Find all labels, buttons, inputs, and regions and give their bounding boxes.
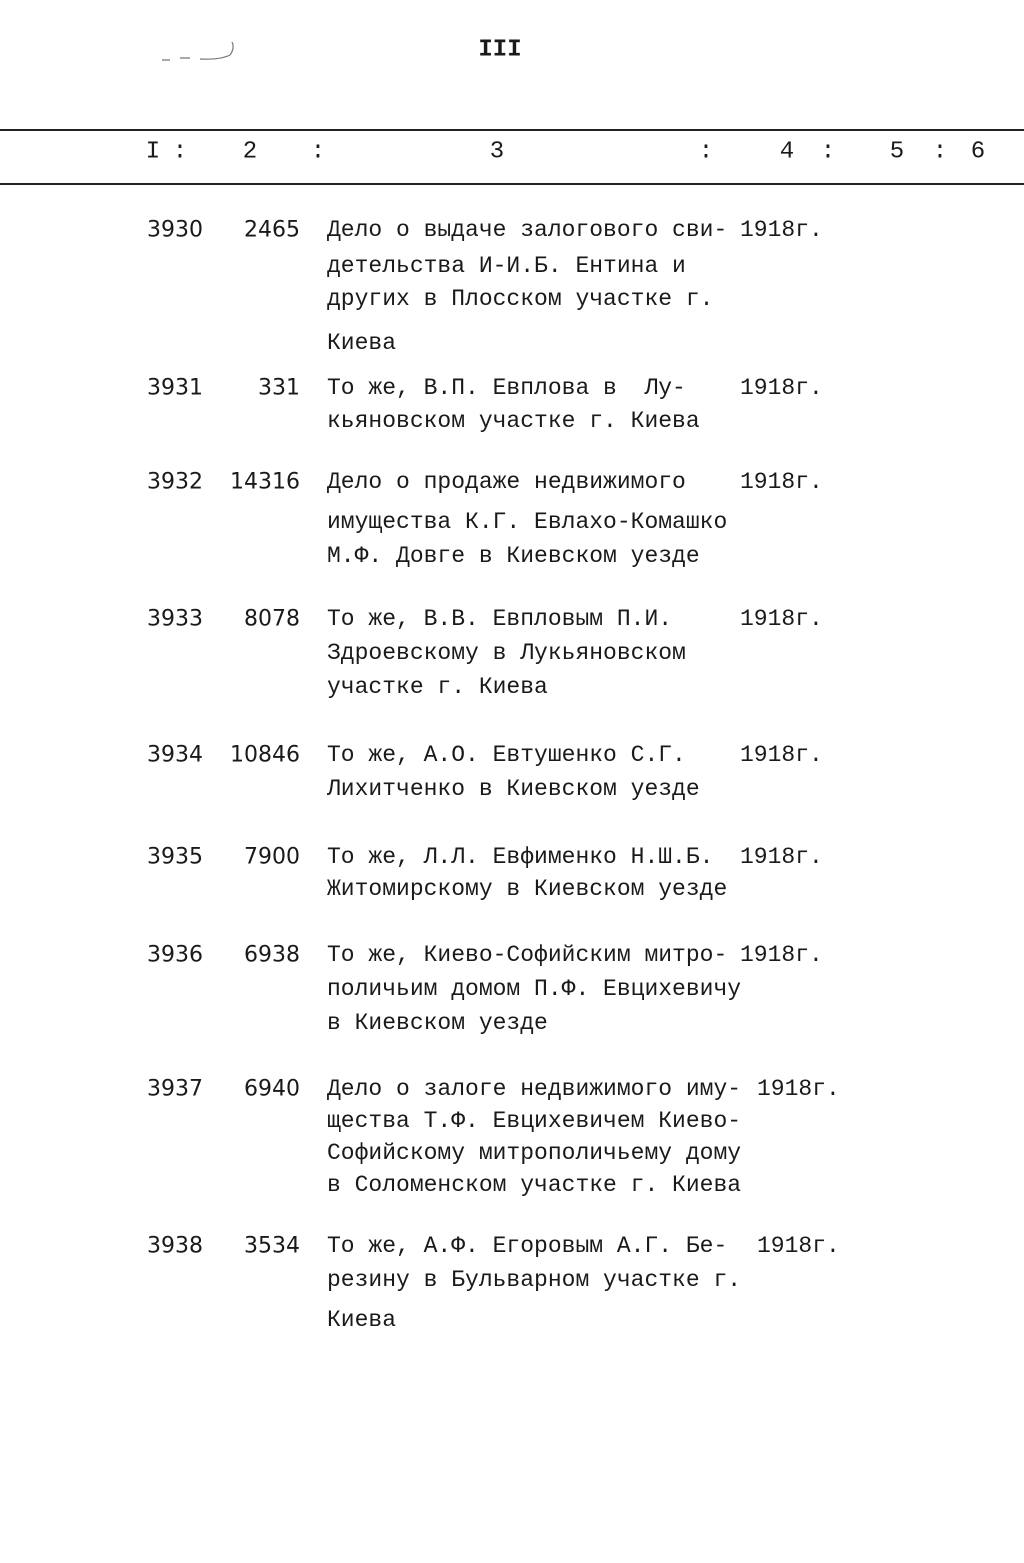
description-line: других в Плосском участке г. bbox=[327, 286, 714, 312]
header-col4: 4 bbox=[779, 138, 795, 166]
year: 1918г. bbox=[757, 1233, 840, 1259]
old-number: 2465 bbox=[244, 217, 300, 243]
handwritten-mark bbox=[160, 40, 240, 65]
old-number: 10846 bbox=[230, 742, 300, 768]
header-top-rule bbox=[0, 129, 1024, 131]
description-line: детельства И-И.Б. Ентина и bbox=[327, 253, 686, 279]
description-line: имущества К.Г. Евлахо-Комашко bbox=[327, 509, 728, 535]
header-sep: : bbox=[698, 138, 714, 166]
header-sep: : bbox=[932, 138, 948, 166]
header-bottom-rule bbox=[0, 183, 1024, 185]
year: 1918г. bbox=[757, 1076, 840, 1102]
record-number: 3932 bbox=[147, 469, 203, 495]
description-line: Киева bbox=[327, 1307, 397, 1333]
description-line: резину в Бульварном участке г. bbox=[327, 1267, 742, 1293]
description-line: То же, А.Ф. Егоровым А.Г. Бе- bbox=[327, 1233, 728, 1259]
record-number: 3936 bbox=[147, 942, 203, 968]
record-number: 3938 bbox=[147, 1233, 203, 1259]
description-line: То же, Киево-Софийским митро- bbox=[327, 942, 728, 968]
header-sep: : bbox=[172, 138, 188, 166]
description-line: То же, В.В. Евпловым П.И. bbox=[327, 606, 673, 632]
old-number: 14316 bbox=[230, 469, 300, 495]
description-line: То же, Л.Л. Евфименко Н.Ш.Б. bbox=[327, 844, 714, 870]
description-line: М.Ф. Довге в Киевском уезде bbox=[327, 543, 700, 569]
year: 1918г. bbox=[740, 942, 823, 968]
description-line: Дело о продаже недвижимого bbox=[327, 469, 686, 495]
old-number: 6938 bbox=[244, 942, 300, 968]
year: 1918г. bbox=[740, 469, 823, 495]
year: 1918г. bbox=[740, 844, 823, 870]
old-number: 8078 bbox=[244, 606, 300, 632]
description-line: участке г. Киева bbox=[327, 674, 548, 700]
old-number: 6940 bbox=[244, 1076, 300, 1102]
record-number: 3930 bbox=[147, 217, 203, 243]
old-number: 7900 bbox=[244, 844, 300, 870]
description-line: Житомирскому в Киевском уезде bbox=[327, 876, 728, 902]
record-number: 3933 bbox=[147, 606, 203, 632]
record-number: 3934 bbox=[147, 742, 203, 768]
description-line: То же, А.О. Евтушенко С.Г. bbox=[327, 742, 686, 768]
description-line: Софийскому митрополичьему дому bbox=[327, 1140, 742, 1166]
header-sep: : bbox=[820, 138, 836, 166]
year: 1918г. bbox=[740, 742, 823, 768]
header-col3: 3 bbox=[489, 138, 505, 166]
description-line: То же, В.П. Евплова в Лу- bbox=[327, 375, 686, 401]
description-line: Здроевскому в Лукьяновском bbox=[327, 640, 686, 666]
year: 1918г. bbox=[740, 606, 823, 632]
year: 1918г. bbox=[740, 375, 823, 401]
header-col6: 6 bbox=[970, 138, 986, 166]
description-line: щества Т.Ф. Евцихевичем Киево- bbox=[327, 1108, 742, 1134]
old-number: 331 bbox=[258, 375, 300, 401]
description-line: Киева bbox=[327, 330, 397, 356]
record-number: 3937 bbox=[147, 1076, 203, 1102]
page-number: III bbox=[478, 36, 522, 64]
header-col2: 2 bbox=[242, 138, 258, 166]
old-number: 3534 bbox=[244, 1233, 300, 1259]
header-sep: : bbox=[310, 138, 326, 166]
record-number: 3935 bbox=[147, 844, 203, 870]
description-line: кьяновском участке г. Киева bbox=[327, 408, 700, 434]
description-line: в Киевском уезде bbox=[327, 1010, 548, 1036]
header-col5: 5 bbox=[889, 138, 905, 166]
record-number: 3931 bbox=[147, 375, 203, 401]
description-line: Лихитченко в Киевском уезде bbox=[327, 776, 700, 802]
header-col1: I bbox=[145, 138, 161, 166]
description-line: поличьим домом П.Ф. Евцихевичу bbox=[327, 976, 742, 1002]
description-line: Дело о залоге недвижимого иму- bbox=[327, 1076, 742, 1102]
description-line: в Соломенском участке г. Киева bbox=[327, 1172, 742, 1198]
description-line: Дело о выдаче залогового сви- bbox=[327, 217, 728, 243]
year: 1918г. bbox=[740, 217, 823, 243]
